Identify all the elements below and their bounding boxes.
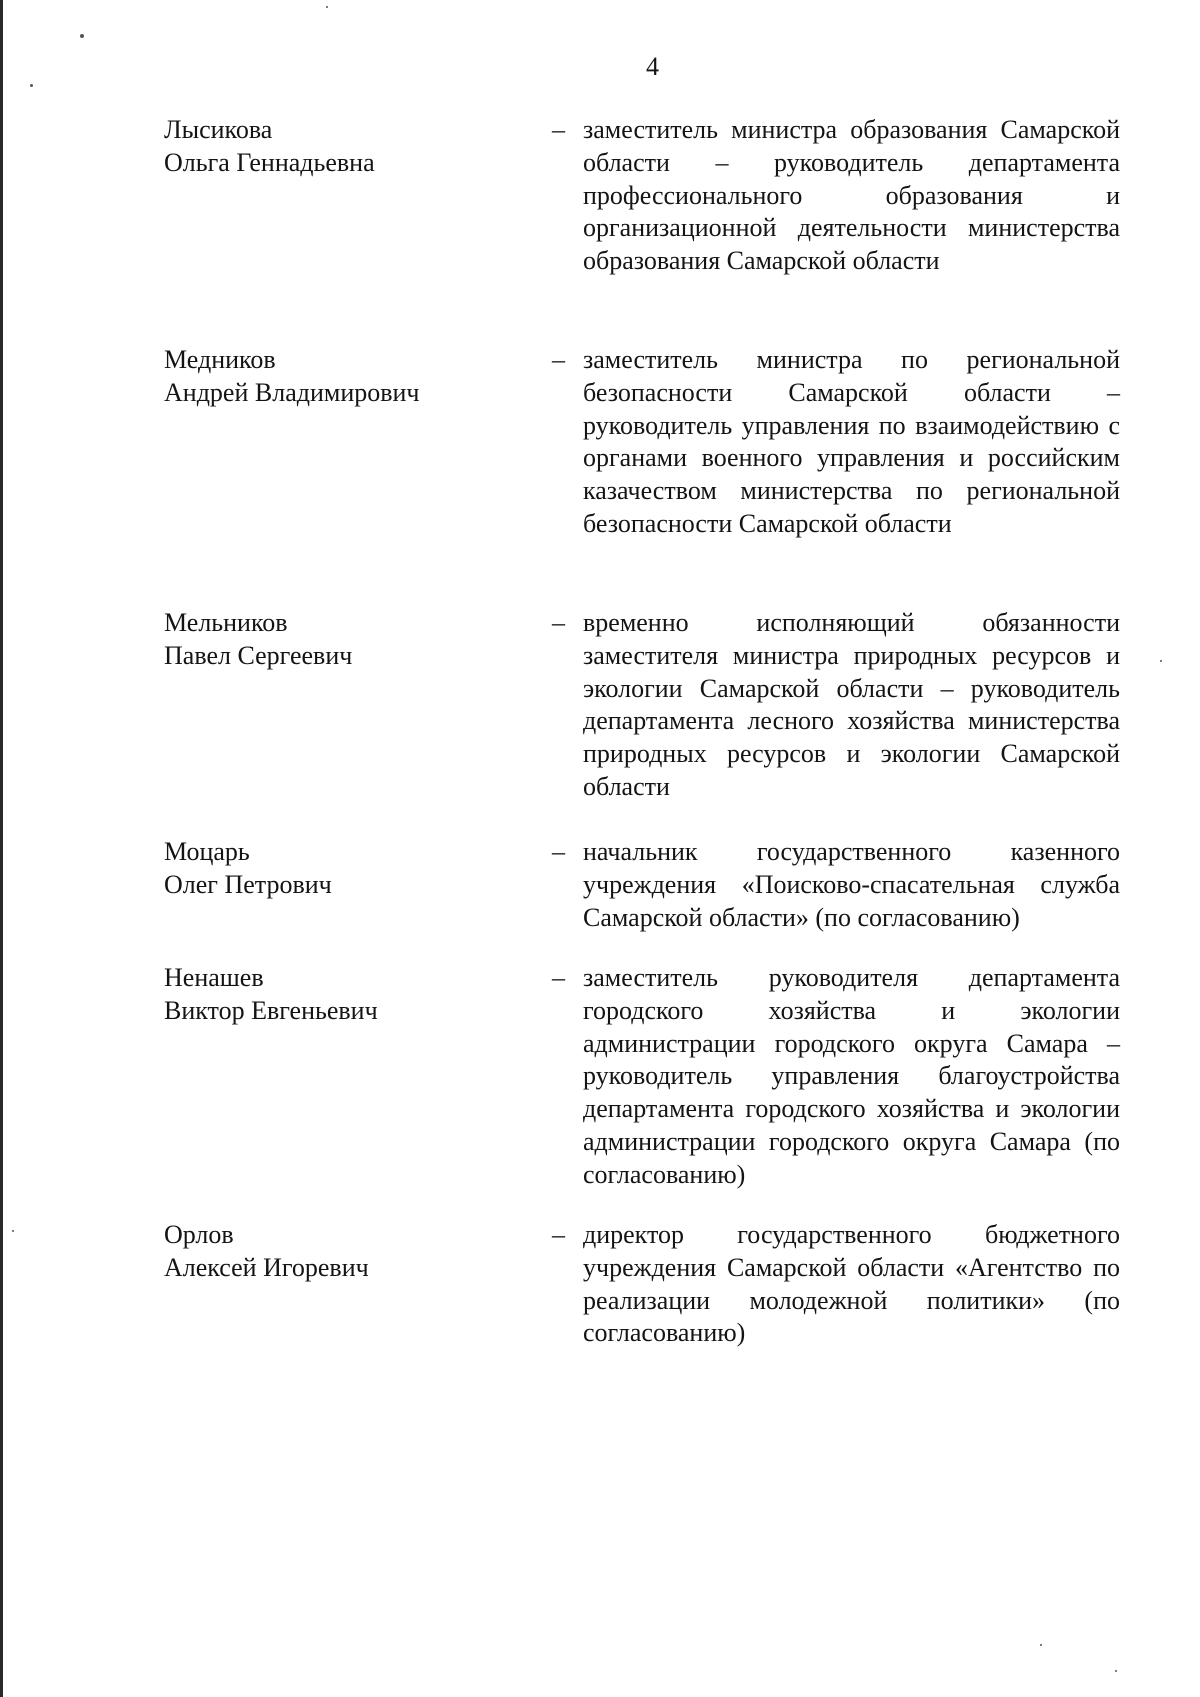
member-position: заместитель министра образования Самарской области – руководитель департамента профессионального образования и организационной деятельности министерства образования Самарской области bbox=[583, 115, 1120, 276]
entry-dash: – bbox=[552, 1220, 565, 1249]
member-position: заместитель руководителя департамента городского хозяйства и экологии администрации городского округа Самара – руководитель управления благоустройства департамента городского хозяйства и экологии администрации городского округа Самара (по согласованию) bbox=[583, 963, 1120, 1189]
page-number: 4 bbox=[646, 52, 659, 81]
member-name bbox=[164, 114, 524, 180]
entry-dash: – bbox=[552, 115, 565, 144]
scan-speck bbox=[80, 34, 84, 38]
member-given-names: Ольга Геннадьевна bbox=[164, 147, 375, 177]
entry-dash: – bbox=[552, 608, 565, 637]
member-position: начальник государственного казенного учреждения «Поисково-спасательная служба Самарской области» (по согласованию) bbox=[583, 837, 1120, 932]
scan-speck bbox=[326, 6, 328, 8]
member-given-names: Павел Сергеевич bbox=[164, 640, 353, 670]
member-position: директор государственного бюджетного учреждения Самарской области «Агентство по реализации молодежной политики» (по согласованию) bbox=[583, 1220, 1120, 1348]
member-name bbox=[164, 962, 524, 1028]
scan-speck bbox=[30, 84, 33, 87]
entry-dash: – bbox=[552, 345, 565, 374]
member-given-names: Виктор Евгеньевич bbox=[164, 995, 378, 1025]
scan-speck bbox=[12, 1230, 14, 1232]
member-surname: Орлов bbox=[164, 1220, 234, 1249]
member-position: временно исполняющий обязанности заместителя министра природных ресурсов и экологии Самарской области – руководитель департамента лесного хозяйства министерства природных ресурсов и экологии Самарской области bbox=[583, 608, 1120, 801]
member-given-names: Алексей Игоревич bbox=[164, 1252, 369, 1282]
member-surname: Мельников bbox=[164, 608, 288, 637]
scan-speck bbox=[1040, 1644, 1042, 1646]
member-given-names: Олег Петрович bbox=[164, 869, 332, 899]
scan-speck bbox=[1115, 1670, 1117, 1672]
member-position: заместитель министра по региональной безопасности Самарской области – руководитель управления по взаимодействию с органами военного управления и российским казачеством министерства по региональной безопасности Самарской области bbox=[583, 345, 1120, 538]
member-name bbox=[164, 1219, 524, 1285]
page-left-edge bbox=[0, 0, 3, 1697]
entry-dash: – bbox=[552, 837, 565, 866]
entry-dash: – bbox=[552, 963, 565, 992]
member-name bbox=[164, 836, 524, 902]
member-name bbox=[164, 344, 524, 410]
member-surname: Моцарь bbox=[164, 837, 250, 866]
member-surname: Медников bbox=[164, 345, 276, 374]
scan-speck bbox=[1160, 660, 1162, 662]
member-given-names: Андрей Владимирович bbox=[164, 377, 420, 407]
member-surname: Ненашев bbox=[164, 963, 264, 992]
member-name bbox=[164, 607, 524, 673]
member-surname: Лысикова bbox=[164, 115, 273, 144]
